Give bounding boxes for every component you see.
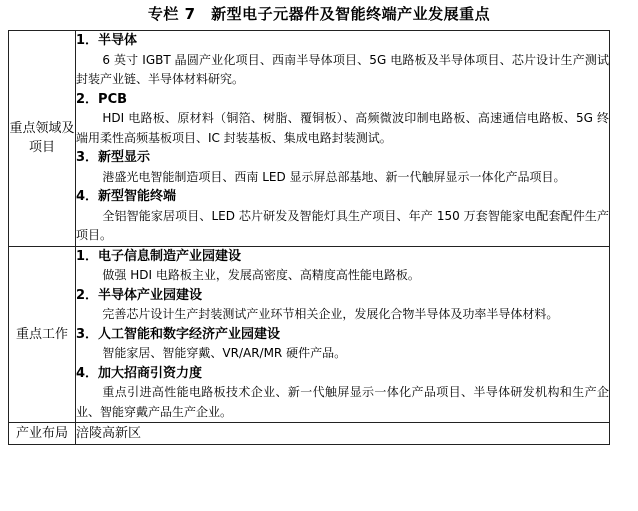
item-heading: 3．新型显示: [76, 150, 151, 165]
item-heading: 4．新型智能终端: [76, 189, 177, 204]
item-heading: 1．半导体: [76, 33, 138, 48]
industry-layout-value: 涪陵高新区: [76, 423, 610, 445]
key-areas-content: [76, 31, 610, 247]
item-heading: 2．PCB: [76, 91, 128, 107]
table-row-key-areas: [9, 31, 610, 247]
item-text: 做强 HDI 电路板主业，发展高密度、高精度高性能电路板。: [102, 268, 420, 282]
column-title: 专栏 7 新型电子元器件及智能终端产业发展重点: [147, 5, 491, 23]
item-heading: 1．电子信息制造产业园建设: [76, 248, 242, 264]
item-heading: 3．人工智能和数字经济产业园建设: [76, 326, 281, 342]
item-heading: 2．半导体产业园建设: [76, 287, 203, 303]
item-text: 智能家居、智能穿戴、VR/AR/MR 硬件产品。: [102, 346, 347, 360]
key-work-label: 重点工作: [9, 246, 76, 423]
focus-table: [8, 30, 610, 445]
industry-layout-label: 产业布局: [9, 423, 76, 445]
item-text: 港盛光电智能制造项目、西南 LED 显示屏总部基地、新一代触屏显示一体化产品项目。: [102, 169, 566, 184]
table-row-key-work: [9, 246, 610, 423]
item-heading: 4．加大招商引资力度: [76, 365, 203, 381]
item-text: HDI 电路板、原材料（铜箔、树脂、覆铜板）、高频微波印制电路板、高速通信电路板、5G 终端用柔性高频基板项目、IC 封装基板、集成电路封装测试。: [76, 111, 609, 145]
key-work-content: [76, 246, 610, 423]
table-row-industry-layout: [9, 423, 610, 445]
item-text: 完善芯片设计生产封装测试产业环节相关企业，发展化合物半导体及功率半导体材料。: [102, 307, 559, 321]
key-areas-label: 重点领域及项目: [9, 31, 76, 247]
item-text: 6 英寸 IGBT 晶圆产业化项目、西南半导体项目、5G 电路板及半导体项目、芯片设计生产测试封装产业链、半导体材料研究。: [76, 52, 609, 86]
item-text: 全铝智能家居项目、LED 芯片研发及智能灯具生产项目、年产 150 万套智能家电配套配件生产项目。: [76, 208, 609, 242]
item-text: 重点引进高性能电路板技术企业、新一代触屏显示一体化产品项目、半导体研发机构和生产企业、智能穿戴产品生产企业。: [76, 385, 609, 419]
